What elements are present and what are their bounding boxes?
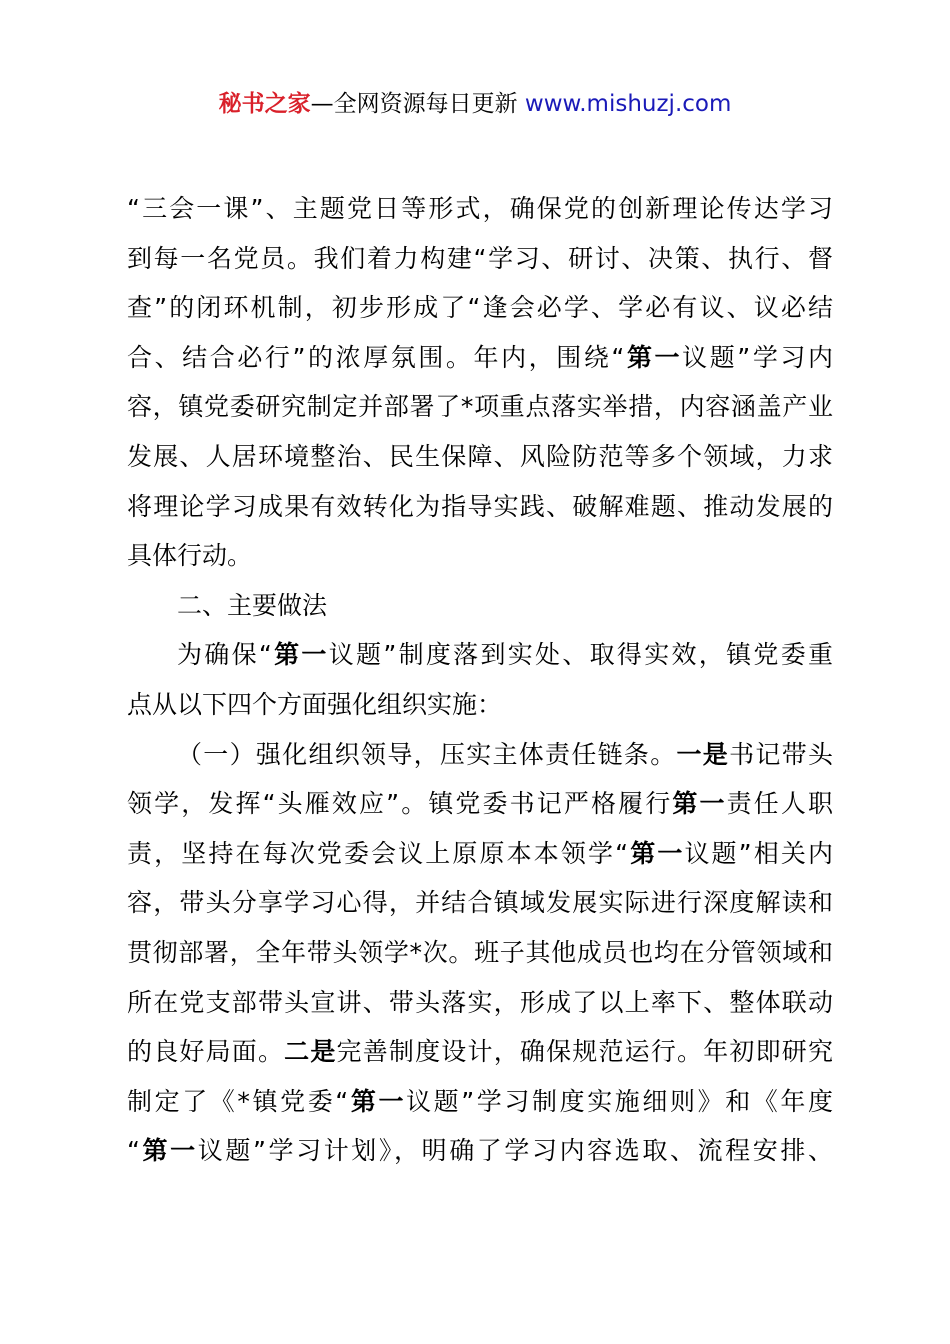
header-tagline: —全网资源每日更新	[310, 91, 525, 117]
page-header	[0, 86, 950, 122]
text-line: 到每一名党员。我们着力构建“学习、研讨、决策、执行、督	[127, 243, 833, 273]
brand-name: 秘书之家	[218, 91, 311, 117]
text-line: 的良好局面。二是完善制度设计，确保规范运行。年初即研究	[127, 1037, 833, 1067]
text-line: 点从以下四个方面强化组织实施：	[127, 689, 503, 719]
text-line: （一）强化组织领导，压实主体责任链条。一是书记带头	[177, 739, 833, 769]
text-line: 贯彻部署，全年带头领学*次。班子其他成员也均在分管领域和	[127, 937, 833, 967]
text-line: 责，坚持在每次党委会议上原原本本领学“第一议题”相关内	[127, 838, 833, 868]
bold-term: 第一	[624, 342, 683, 372]
paragraph-1	[127, 184, 833, 581]
bold-term: 一是	[676, 739, 730, 769]
text-line: “第一议题”学习计划》，明确了学习内容选取、流程安排、	[127, 1136, 833, 1166]
text-line: 领学，发挥“头雁效应”。镇党委书记严格履行第一责任人职	[127, 789, 833, 819]
text-line: 发展、人居环境整治、民生保障、风险防范等多个领域，力求	[127, 441, 833, 471]
bold-term: 第一	[672, 789, 727, 819]
paragraph-2	[127, 630, 833, 729]
text-line: 容，镇党委研究制定并部署了*项重点落实举措，内容涵盖产业	[127, 392, 833, 422]
text-line: 具体行动。	[127, 541, 253, 571]
text-line: 制定了《*镇党委“第一议题”学习制度实施细则》和《年度	[127, 1086, 834, 1116]
text-line: 所在党支部带头宣讲、带头落实，形成了以上率下、整体联动	[127, 987, 833, 1017]
bold-term: 二是	[284, 1037, 337, 1067]
text-line: 将理论学习成果有效转化为指导实践、破解难题、推动发展的	[127, 491, 833, 521]
text-line: 查”的闭环机制，初步形成了“逢会必学、学必有议、议必结	[127, 293, 833, 323]
bold-term: 第一	[139, 1136, 198, 1166]
header-url-link[interactable]: www.mishuzj.com	[524, 91, 732, 117]
document-body	[127, 184, 833, 1176]
text-line: 合、结合必行”的浓厚氛围。年内，围绕“第一议题”学习内	[127, 342, 834, 372]
bold-term: 第一	[348, 1086, 407, 1116]
bold-term: 第一	[628, 838, 685, 868]
text-line: 为确保“第一议题”制度落到实处、取得实效，镇党委重	[177, 640, 833, 670]
text-line: 容，带头分享学习心得，并结合镇域发展实际进行深度解读和	[127, 888, 833, 918]
bold-term: 第一	[271, 640, 329, 670]
section-heading: 二、主要做法	[177, 590, 328, 620]
paragraph-3	[127, 730, 833, 1176]
text-line: “三会一课”、主题党日等形式，确保党的创新理论传达学习	[127, 194, 833, 223]
